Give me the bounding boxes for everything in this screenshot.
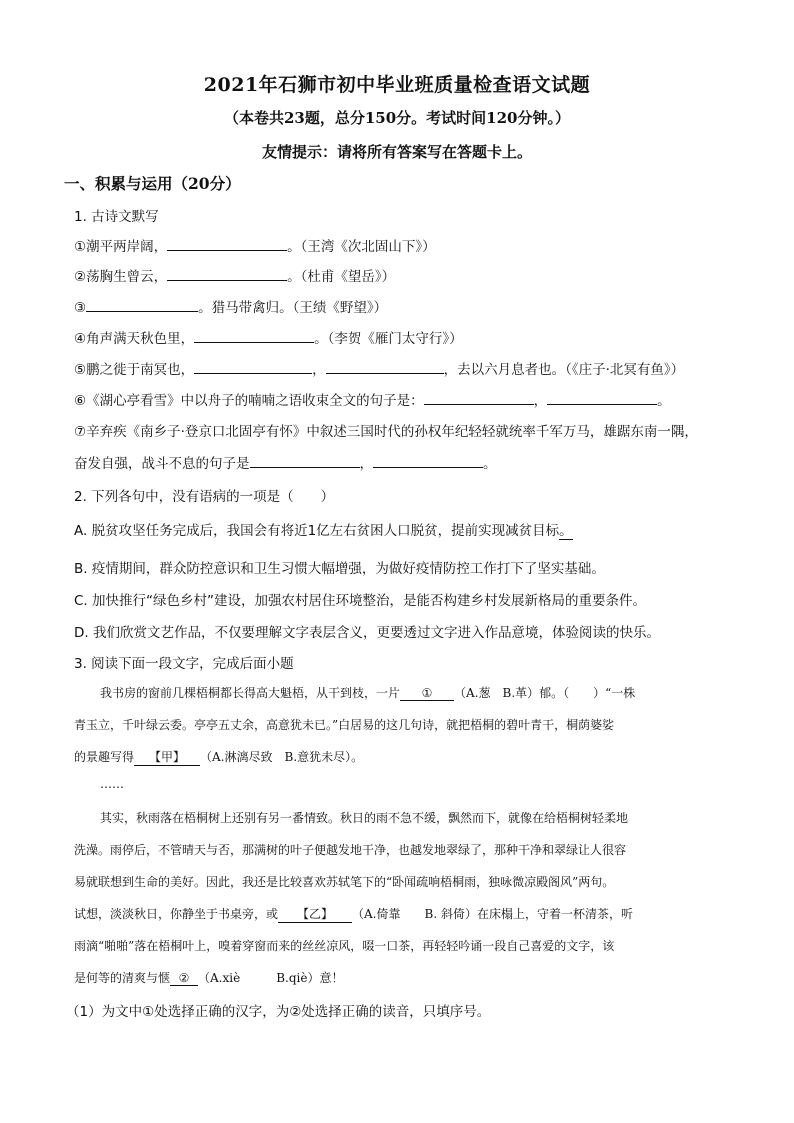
q1-l1-source: 。（王湾《次北固山下》） [287,239,436,255]
answer-blank [373,453,483,468]
q1-l4-source: 。（李贺《雁门太守行》） [314,331,463,347]
q2-option-a-text: A. 脱贫攻坚任务完成后，我国会有将近1亿左右贫困人口脱贫，提前实现减贫目标 [74,523,560,539]
section-heading: 一、积累与运用（20分） [64,174,241,193]
q1-l2-source: 。（杜甫《望岳》） [287,269,396,285]
q2-option-a-end: 。 [559,523,573,539]
answer-blank [167,266,287,281]
passage-text: 是何等的清爽与惬 [74,971,171,985]
q1-l3-source: 。猎马带禽归。（王绩《野望》） [198,300,388,316]
q2-option-c: C. 加快推行“绿色乡村”建设，加强农村居住环境整治，是能否构建乡村发展新格局的重要条件。 [74,593,646,609]
q1-l5-comma: ， [312,362,326,378]
q1-l3-text: ③ [74,300,87,316]
q1-line-7-cont [74,452,497,472]
q1-l6-text: ⑥《湖心亭看雪》中以舟子的喃喃之语收束全文的句子是： [74,393,424,409]
q2-option-a [74,519,573,539]
q1-l5-text: ⑤鹏之徙于南冥也， [74,362,195,378]
passage-blank-jia: 【甲】 [134,748,200,766]
q2-option-b: B. 疫情期间，群众防控意识和卫生习惯大幅增强，为做好疫情防控工作打下了坚实基础。 [74,561,605,577]
passage-line [74,748,724,766]
q1-l7-comma: ， [359,456,373,472]
answer-blank [250,453,360,468]
passage-ellipsis: …… [100,777,124,791]
passage-blank-yi: 【乙】 [278,905,352,923]
passage-text: （A.倚靠 B. 斜倚）在床榻上，守着一杯清茶，听 [352,907,633,921]
passage-line [100,684,750,701]
passage-line: 其实，秋雨落在梧桐树上还别有另一番情致。秋日的雨不急不缓，飘然而下，就像在给梧桐树轻柔地 [100,811,629,825]
exam-tip: 友情提示：请将所有答案写在答题卡上。 [261,143,532,161]
passage-text: （A.葱 B.革）郁。（ ）“一株 [454,686,636,700]
q1-stem: 1. 古诗文默写 [74,209,159,225]
passage-text: 试想，淡淡秋日，你静坐于书桌旁，或 [74,907,279,921]
answer-blank [194,328,314,343]
passage-blank-2: ② [170,971,198,986]
answer-blank [194,359,312,374]
q1-l7-end: 。 [483,456,497,472]
q2-stem: 2. 下列各句中，没有语病的一项是（ ） [74,489,335,505]
passage-line: 洗澡。雨停后，不管晴天与否，那满树的叶子便越发地干净，也越发地翠绿了，那种干净和翠绿让人很容 [74,843,627,857]
exam-title: 2021年石狮市初中毕业班质量检查语文试题 [203,74,591,96]
exam-info: （本卷共23题，总分150分。考试时间120分钟。） [224,109,570,127]
answer-blank [547,390,657,405]
q1-line-5 [74,358,684,378]
q1-l5-source: ，去以六月息者也。（《庄子·北冥有鱼》） [443,362,685,378]
q1-l7-text: 奋发自强，战斗不息的句子是 [74,456,250,472]
q1-l1-text: ①潮平两岸阔， [74,239,168,255]
answer-blank [424,390,534,405]
q3-subquestion-1: （1）为文中①处选择正确的汉字，为②处选择正确的读音，只填序号。 [66,1004,491,1020]
passage-line: 易就联想到生命的美好。因此，我还是比较喜欢苏轼笔下的“卧闻疏响梧桐雨，独咏微凉殿阁风”两句。 [74,875,615,889]
answer-blank [326,359,444,374]
q1-l4-text: ④角声满天秋色里， [74,331,195,347]
passage-blank-1: ① [400,686,454,701]
answer-blank [167,236,287,251]
passage-line [74,969,724,986]
q1-l6-end: 。 [657,393,671,409]
q1-line-1 [74,235,436,255]
q1-line-7: ⑦辛弃疾《南乡子·登京口北固亭有怀》中叙述三国时代的孙权年纪轻轻就统率千军万马，雄踞东南一隅， [74,424,698,440]
q2-option-d: D. 我们欣赏文艺作品，不仅要理解文字表层含义，更要透过文字进入作品意境，体验阅读的快乐。 [74,625,660,641]
q1-l6-comma: ， [533,393,548,409]
passage-text: （A.xiè B.qiè）意！ [198,971,344,985]
passage-line: 雨滴“啪啪”落在梧桐叶上，嗅着穿窗而来的丝丝凉风，啜一口茶，再轻轻吟诵一段自己喜爱的文字，该 [74,939,615,953]
passage-text: 我书房的窗前几棵梧桐都长得高大魁梧，从干到枝，一片 [100,686,401,700]
q1-line-4 [74,327,463,347]
passage-text: （A.淋漓尽致 B.意犹未尽）。 [200,750,364,764]
passage-line: 青玉立，千叶绿云委。亭亭五丈余，高意犹未已。”白居易的这几句诗，就把梧桐的碧叶青干，桐荫婆娑 [74,718,615,732]
q1-line-3 [74,296,387,316]
q1-line-6 [74,389,671,409]
answer-blank [86,297,198,312]
passage-text: 的景趣写得 [74,750,135,764]
q3-stem: 3. 阅读下面一段文字，完成后面小题 [74,656,294,672]
q1-line-2 [74,265,395,285]
q1-l2-text: ②荡胸生曾云， [74,269,168,285]
passage-line [74,905,724,923]
